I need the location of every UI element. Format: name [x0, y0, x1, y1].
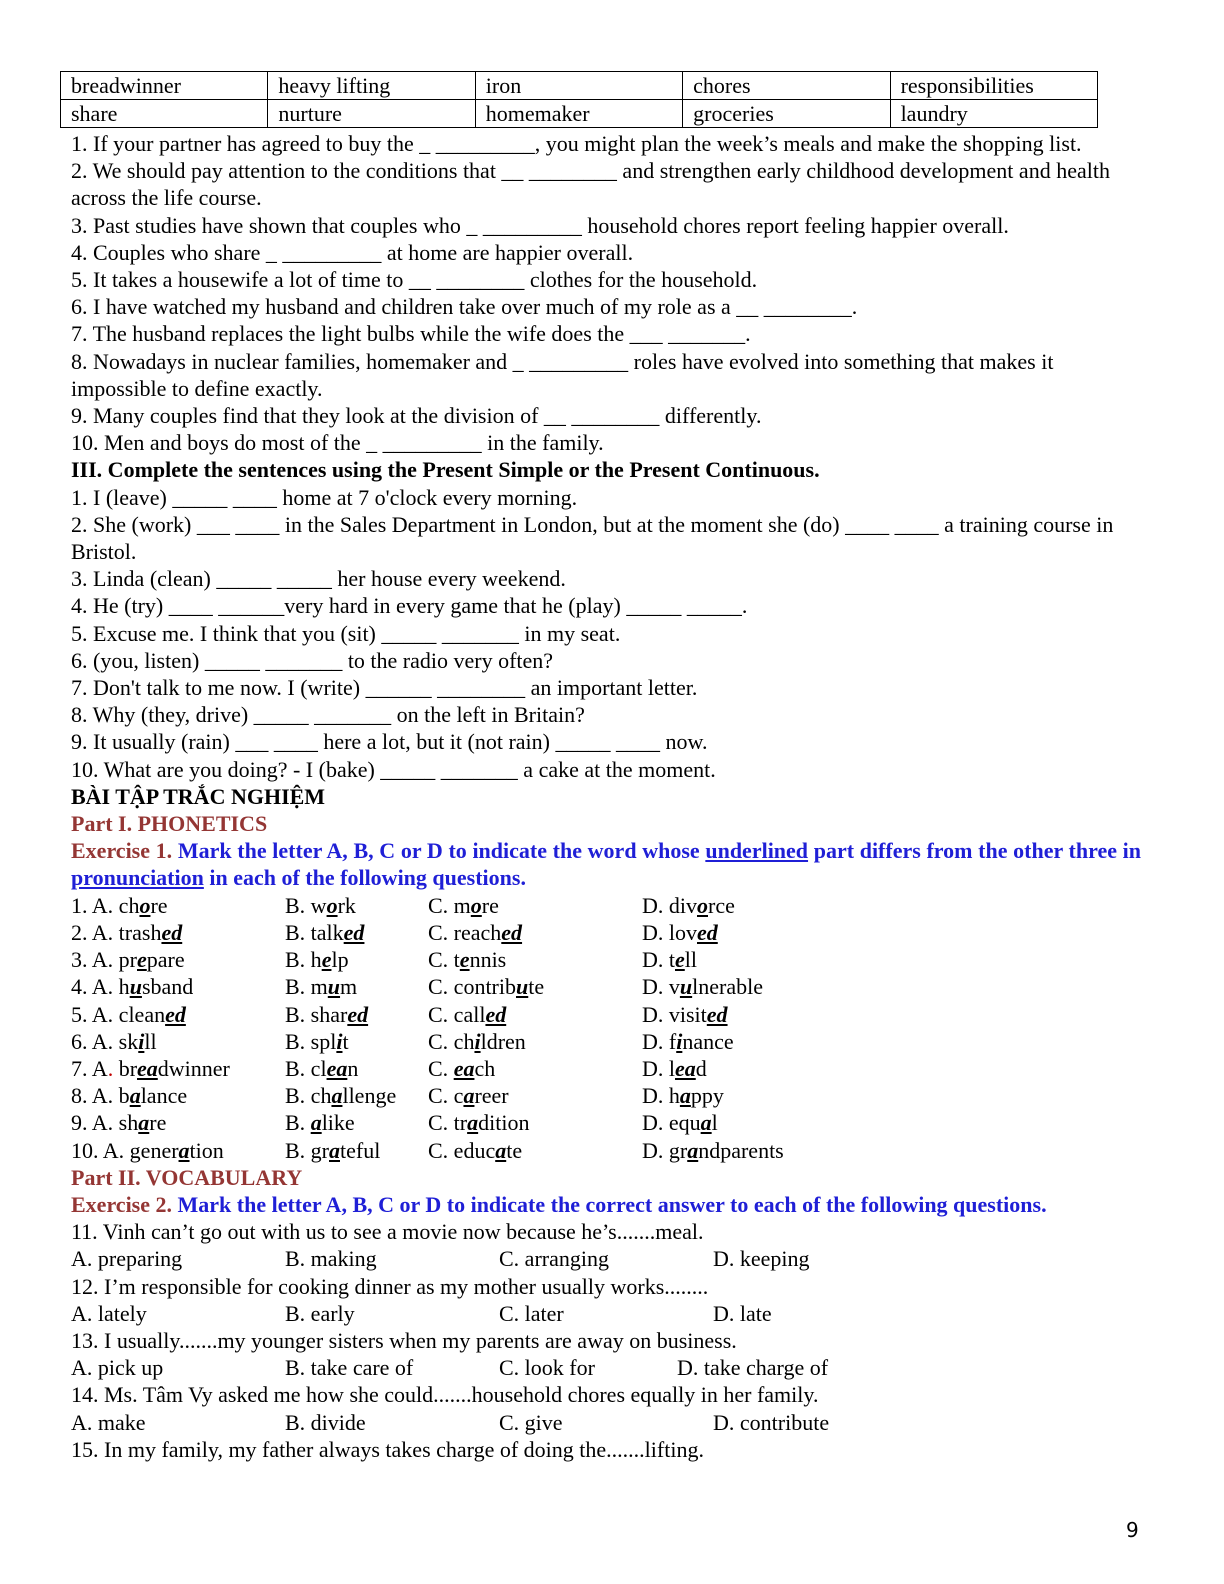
instruction-text: in each of the following questions. [209, 865, 526, 891]
underlined-sound: u [129, 974, 142, 1000]
underlined-sound: ea [137, 1055, 158, 1081]
instruction-text: Mark the letter A, B, C or D to indicate the correct answer to each of the following questions. [177, 1191, 1047, 1217]
table-cell: groceries [683, 100, 890, 128]
answer-option: D. tell [642, 947, 697, 973]
answer-option: D. divorce [642, 892, 735, 918]
section-heading: III. Complete the sentences using the Present Simple or the Present Continuous. [71, 457, 820, 483]
underlined-sound: i [336, 1028, 343, 1054]
underlined-sound: ed [697, 919, 718, 945]
question-stem: 11. Vinh can’t go out with us to see a movie now because he’s.......meal. [71, 1219, 704, 1245]
vocabulary-questions [71, 1218, 1141, 1436]
answer-option: 7. A. breadwinner [71, 1055, 230, 1081]
list-item: 8. Why (they, drive) _____ _______ on the left in Britain? [71, 702, 585, 728]
phonetics-row [71, 946, 1141, 973]
answer-option: 1. A. chore [71, 892, 168, 918]
underlined-sound: e [459, 947, 470, 973]
list-item: 6. (you, listen) _____ _______ to the radio very often? [71, 647, 554, 673]
question-stem: 13. I usually.......my younger sisters when my parents are away on business. [71, 1327, 737, 1353]
answer-option: C. children [428, 1028, 526, 1054]
list-item: 10. Men and boys do most of the _ _________ in the family. [71, 430, 604, 456]
document-page [71, 71, 1141, 1463]
underlined-sound: e [137, 947, 147, 973]
answer-option: C. contribute [428, 974, 545, 1000]
answer-option: A. lately [71, 1300, 147, 1326]
part2-heading: Part II. VOCABULARY [71, 1164, 303, 1190]
answer-option: 3. A. prepare [71, 947, 185, 973]
part1-heading: Part I. PHONETICS [71, 811, 268, 837]
answer-option: C. called [428, 1001, 507, 1027]
list-item: 8. Nowadays in nuclear families, homemaker and _ _________ roles have evolved into something that makes it impossible to define exactly. [71, 348, 1054, 401]
underlined-sound: a [138, 1110, 150, 1136]
underlined-sound: u [327, 974, 341, 1000]
answer-option: 6. A. skill [71, 1028, 157, 1054]
table-cell: laundry [890, 100, 1097, 128]
fill-in-sentences [71, 130, 1141, 456]
table-cell: breadwinner [61, 72, 268, 100]
underlined-sound: a [331, 1083, 343, 1109]
table-cell: nurture [268, 100, 475, 128]
list-item: 5. Excuse me. I think that you (sit) _____ _______ in my seat. [71, 620, 621, 646]
underlined-sound: a [310, 1110, 322, 1136]
table-cell: iron [475, 72, 682, 100]
quiz-title: BÀI TẬP TRẮC NGHIỆM [71, 783, 326, 809]
phonetics-row [71, 1028, 1141, 1055]
underlined-sound: e [321, 947, 332, 973]
underlined-sound: ed [343, 919, 365, 945]
list-item: 10. What are you doing? - I (bake) _____ _______ a cake at the moment. [71, 756, 716, 782]
phonetics-row [71, 1109, 1141, 1136]
instruction-underlined: pronunciation [71, 865, 204, 891]
underlined-sound: i [676, 1028, 683, 1054]
list-item: 3. Linda (clean) _____ _____ her house every weekend. [71, 566, 566, 592]
phonetics-questions [71, 892, 1141, 1164]
answer-option: C. tradition [428, 1110, 530, 1136]
underlined-sound: i [138, 1028, 145, 1054]
phonetics-row [71, 973, 1141, 1000]
phonetics-row [71, 1055, 1141, 1082]
table-cell: homemaker [475, 100, 682, 128]
list-item: 9. Many couples find that they look at the division of __ ________ differently. [71, 403, 762, 429]
instruction-underlined: underlined [705, 838, 809, 864]
phonetics-row [71, 892, 1141, 919]
answer-option: 4. A. husband [71, 974, 194, 1000]
list-item: 9. It usually (rain) ___ ____ here a lot, but it (not rain) _____ ____ now. [71, 729, 708, 755]
phonetics-row [71, 1082, 1141, 1109]
answer-option: C. look for [499, 1355, 595, 1381]
answer-option: D. late [713, 1300, 772, 1326]
exercise1-instructions [71, 837, 1141, 891]
underlined-sound: a [178, 1137, 190, 1163]
answer-option: B. clean [285, 1055, 359, 1081]
phonetics-row [71, 919, 1141, 946]
underlined-sound: o [139, 892, 151, 918]
answer-option: B. mum [285, 974, 358, 1000]
answer-option: B. making [285, 1246, 377, 1272]
underlined-sound: a [129, 1083, 141, 1109]
answer-option: D. contribute [713, 1409, 830, 1435]
answer-option: 10. A. generation [71, 1137, 224, 1163]
list-item: 7. Don't talk to me now. I (write) ______ ________ an important letter. [71, 675, 698, 701]
underlined-sound: a [329, 1137, 340, 1163]
answer-option: B. challenge [285, 1083, 397, 1109]
answer-option: B. talked [285, 919, 365, 945]
answer-option: D. lead [642, 1055, 707, 1081]
options-row [71, 1300, 1141, 1327]
phonetics-row [71, 1137, 1141, 1164]
table-cell: heavy lifting [268, 72, 475, 100]
list-item: 4. Couples who share _ _________ at home are happier overall. [71, 239, 634, 265]
answer-option: D. happy [642, 1083, 724, 1109]
answer-option: C. later [499, 1300, 564, 1326]
options-row [71, 1354, 1141, 1381]
underlined-sound: ea [675, 1055, 696, 1081]
list-item: 5. It takes a housewife a lot of time to __ ________ clothes for the household. [71, 267, 758, 293]
answer-option: A. preparing [71, 1246, 183, 1272]
list-item: 3. Past studies have shown that couples who _ _________ household chores report feeling happier overall. [71, 212, 1009, 238]
underlined-sound: ed [347, 1001, 369, 1027]
list-item: 2. She (work) ___ ____ in the Sales Department in London, but at the moment she (do) ____ ____ a training course in Bristol. [71, 511, 1114, 565]
underlined-sound: ed [161, 919, 183, 945]
answer-option: D. loved [642, 919, 718, 945]
underlined-sound: a [700, 1110, 712, 1136]
question-stem: 14. Ms. Tâm Vy asked me how she could.......household chores equally in her family. [71, 1382, 819, 1408]
phonetics-row [71, 1001, 1141, 1028]
underlined-sound: i [474, 1028, 481, 1054]
underlined-sound: u [516, 974, 529, 1000]
answer-option: C. give [499, 1409, 563, 1435]
list-item: 1. I (leave) _____ ____ home at 7 o'clock every morning. [71, 484, 578, 510]
answer-option: D. grandparents [642, 1137, 784, 1163]
answer-option: B. alike [285, 1110, 355, 1136]
underlined-sound: a [463, 1083, 475, 1109]
underlined-sound: a [687, 1137, 699, 1163]
page-number: 9 [1126, 1518, 1139, 1542]
answer-option: C. each [428, 1055, 496, 1081]
underlined-sound: o [697, 892, 708, 918]
answer-option: 5. A. cleaned [71, 1001, 186, 1027]
answer-option: A. make [71, 1409, 146, 1435]
question-stem: 12. I’m responsible for cooking dinner as my mother usually works........ [71, 1273, 709, 1299]
answer-option: C. tennis [428, 947, 507, 973]
answer-option: D. keeping [713, 1246, 810, 1272]
underlined-sound: ea [453, 1055, 475, 1081]
answer-option: C. career [428, 1083, 509, 1109]
answer-option: 2. A. trashed [71, 919, 183, 945]
instruction-text: Mark the letter A, B, C or D to indicate the word whose [177, 838, 700, 864]
exercise2-instructions [71, 1191, 1141, 1218]
underlined-sound: e [675, 947, 685, 973]
answer-option: C. arranging [499, 1246, 609, 1272]
answer-option: B. take care of [285, 1355, 414, 1381]
underlined-sound: ed [706, 1001, 728, 1027]
list-item: 15. In my family, my father always takes charge of doing the.......lifting. [71, 1436, 704, 1462]
underlined-sound: ed [165, 1001, 186, 1027]
table-cell: share [61, 100, 268, 128]
answer-option: D. take charge of [677, 1355, 829, 1381]
underlined-sound: o [470, 892, 482, 918]
list-item: 7. The husband replaces the light bulbs while the wife does the ___ _______. [71, 321, 751, 347]
answer-option: B. split [285, 1028, 349, 1054]
answer-option: A. pick up [71, 1355, 164, 1381]
options-row [71, 1409, 1141, 1436]
answer-option: C. educate [428, 1137, 523, 1163]
underlined-sound: a [679, 1083, 691, 1109]
answer-option: 8. A. balance [71, 1083, 188, 1109]
word-bank-table [60, 71, 1098, 128]
table-row [61, 72, 1098, 100]
table-row [61, 100, 1098, 128]
answer-option: B. shared [285, 1001, 369, 1027]
answer-option: D. vulnerable [642, 974, 763, 1000]
instruction-text: part differs from the other three in [813, 838, 1141, 864]
options-row [71, 1245, 1141, 1272]
exercise-label: Exercise 1. [71, 838, 173, 864]
table-cell: chores [683, 72, 890, 100]
underlined-sound: o [326, 892, 338, 918]
underlined-sound: ea [326, 1055, 348, 1081]
answer-option: D. finance [642, 1028, 734, 1054]
tense-exercise [71, 484, 1141, 783]
answer-option: B. grateful [285, 1137, 381, 1163]
answer-option: B. work [285, 892, 356, 918]
answer-option: B. help [285, 947, 349, 973]
list-item: 6. I have watched my husband and children take over much of my role as a __ ________. [71, 294, 858, 320]
underlined-sound: ed [501, 919, 523, 945]
answer-option: B. divide [285, 1409, 366, 1435]
underlined-sound: a [467, 1110, 479, 1136]
answer-option: B. early [285, 1300, 355, 1326]
list-item: 4. He (try) ____ ______very hard in every game that he (play) _____ _____. [71, 593, 748, 619]
list-item: 1. If your partner has agreed to buy the _ _________, you might plan the week’s meals and make the shopping list. [71, 131, 1082, 156]
answer-option: D. equal [642, 1110, 718, 1136]
table-cell: responsibilities [890, 72, 1097, 100]
exercise-label: Exercise 2. [71, 1191, 173, 1217]
answer-option: D. visited [642, 1001, 728, 1027]
answer-option: C. reached [428, 919, 523, 945]
underlined-sound: u [679, 974, 693, 1000]
list-item: 2. We should pay attention to the conditions that __ ________ and strengthen early childhood development and health across the life course. [71, 158, 1110, 211]
answer-option: 9. A. share [71, 1110, 167, 1136]
answer-option: C. more [428, 892, 499, 918]
underlined-sound: ed [485, 1001, 507, 1027]
underlined-sound: a [495, 1137, 507, 1163]
